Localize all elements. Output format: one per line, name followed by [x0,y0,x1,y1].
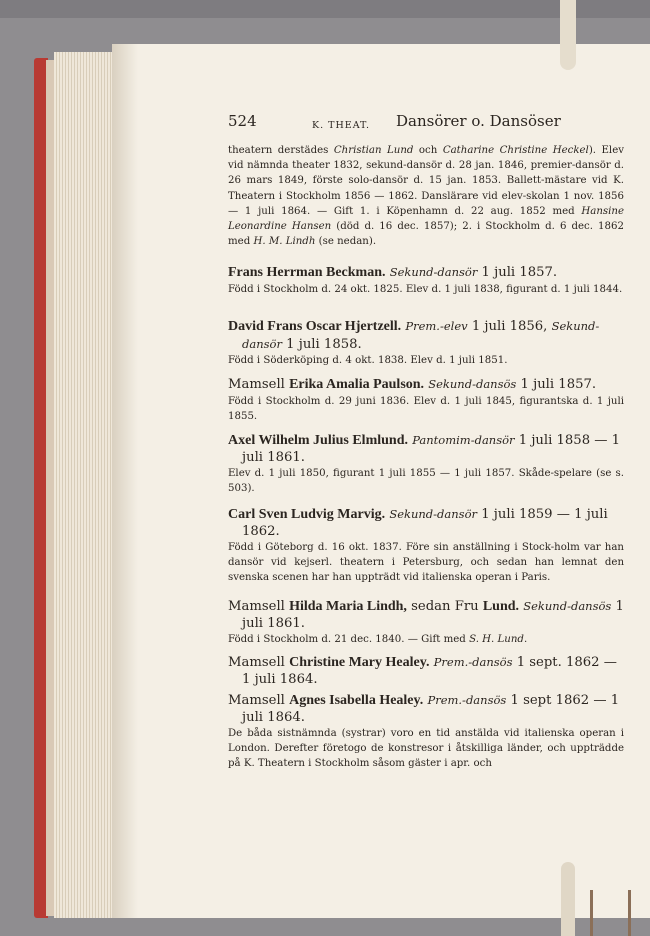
text-run: Född i Stockholm d. 21 dec. 1840. — Gift med [228,634,470,645]
dates: 1 juli 1857. [516,377,597,392]
text-run: theatern derstädes [228,145,334,156]
page-clip-right [628,890,631,936]
role: Pantomim-dansör [412,433,515,447]
text-run: (se nedan). [315,236,377,248]
dates: 1 juli 1856, [467,319,552,334]
role: Sekund-dansör [389,265,478,279]
dates: 1 juli 1858 — 1 juli 1861. [242,433,621,465]
entry-christine-healey [228,654,624,688]
section-label: K. THEAT. [312,120,370,131]
entry-heading [228,692,624,726]
entry-lindh [228,598,624,647]
entry-heading [228,376,624,394]
cover-board [46,60,54,916]
italic-name: S. H. Lund. [469,634,528,645]
text-run: (död d. 16 dec. 1857); 2. i Stockholm d. 6 dec. 1862 med [228,221,624,248]
dates: 1 juli 1859 — 1 juli 1862. [242,507,608,539]
person-name: David Frans Oscar Hjertzell. [228,319,402,334]
scan-background [0,0,650,18]
role: Sekund-dansös [523,599,612,613]
title-prefix: Mamsell [228,599,290,614]
italic-name: Hansine Leonardine Hansen [228,205,624,233]
entry-body: Född i Söderköping d. 4 okt. 1838. Elev d. 1 juli 1851. [228,355,508,366]
entry-body: De båda sistnämnda (systrar) voro en tid anstälda vid italienska operan i London. Derefter företogo de konstresor i åtskilliga länder, och uppträdde på K. Theatern i Stockholm såsom gäster i apr. och [228,728,624,770]
entry-heading [228,318,624,353]
dates: 1 juli 1861. [242,599,624,631]
person-name: Agnes Isabella Healey. [289,693,424,708]
person-name: Frans Herrman Beckman. [228,265,386,280]
dates: 1 sept. 1862 — 1 juli 1864. [242,655,617,687]
entry-heading [228,598,624,632]
person-name: Erika Amalia Paulson. [289,377,425,392]
dates: 1 sept 1862 — 1 juli 1864. [242,693,620,725]
role: Sekund-dansör [242,319,600,351]
entry-heading [228,506,624,540]
entry-body: Född i Stockholm d. 29 juni 1836. Elev d. 1 juli 1845, figurantska d. 1 juli 1855. [228,395,624,422]
role: Prem.-dansös [427,693,507,707]
running-header [228,114,624,138]
role: Sekund-dansös [428,377,517,391]
italic-name: H. M. Lindh [253,236,316,248]
continued-paragraph [228,143,624,249]
entry-marvig [228,506,624,586]
title-prefix: Mamsell [228,693,290,708]
person-name: Carl Sven Ludvig Marvig. [228,507,386,522]
entry-heading [228,432,624,466]
entry-hjertzell [228,318,624,368]
entry-body [228,632,624,647]
entry-body: Elev d. 1 juli 1850, figurant 1 juli 1855 — 1 juli 1857. Skåde-spelare (se s. 503). [228,468,624,495]
role: Sekund-dansör [389,507,477,521]
italic-name: Catharine Christine Heckel [442,145,589,156]
title-prefix: Mamsell [228,655,290,670]
text-run: sedan Fru [406,599,483,614]
page-clip-left [590,890,593,936]
text-run: ). Elev vid nämnda theater 1832, sekund-dansör d. 28 jan. 1846, premier-dansör d. 26 mars 1849, förste solo-dansör d. 15 jan. 1853. Ballett-mästare vid K. Theatern i Stockholm 1856 — 1862. Danslärare vid elev-skolan 1 nov. 1856 — 1 juli 1864. — Gift 1. i Köpenhamn d. 22 aug. 1852 med [228,145,624,217]
dates: 1 juli 1858. [281,336,362,352]
person-name: Axel Wilhelm Julius Elmlund. [228,433,408,448]
role: Prem.-dansös [433,655,513,669]
person-name: Christine Mary Healey. [289,655,430,670]
page-number: 524 [228,112,257,130]
title-prefix: Mamsell [228,377,290,392]
entry-paulson [228,376,624,424]
bookmark-tab-top [560,0,576,70]
page-stack [54,52,114,918]
dates: 1 juli 1857. [477,265,558,280]
entry-body: Född i Stockholm d. 24 okt. 1825. Elev d. 1 juli 1838, figurant d. 1 juli 1844. [228,283,623,295]
running-title: Dansörer o. Dansöser [396,112,561,130]
page-gutter [112,44,138,918]
italic-name: Christian Lund [333,145,414,156]
entry-agnes-healey [228,692,624,772]
entry-heading [228,654,624,688]
entry-elmlund [228,432,624,496]
person-name: Hilda Maria Lindh, [289,599,407,614]
entry-beckman [228,264,624,297]
person-name: Lund. [482,599,520,614]
bookmark-tab-bottom [561,862,575,936]
entry-body: Född i Göteborg d. 16 okt. 1837. Före sin anställning i Stock-holm var han dansör vid kejserl. theatern i Petersburg, och sedan han lemnat den svenska scenen har han uppträdt vid italienska operan i Paris. [228,542,624,584]
text-run: och [413,145,443,156]
entry-heading [228,264,624,282]
role: Prem.-elev [405,319,468,333]
